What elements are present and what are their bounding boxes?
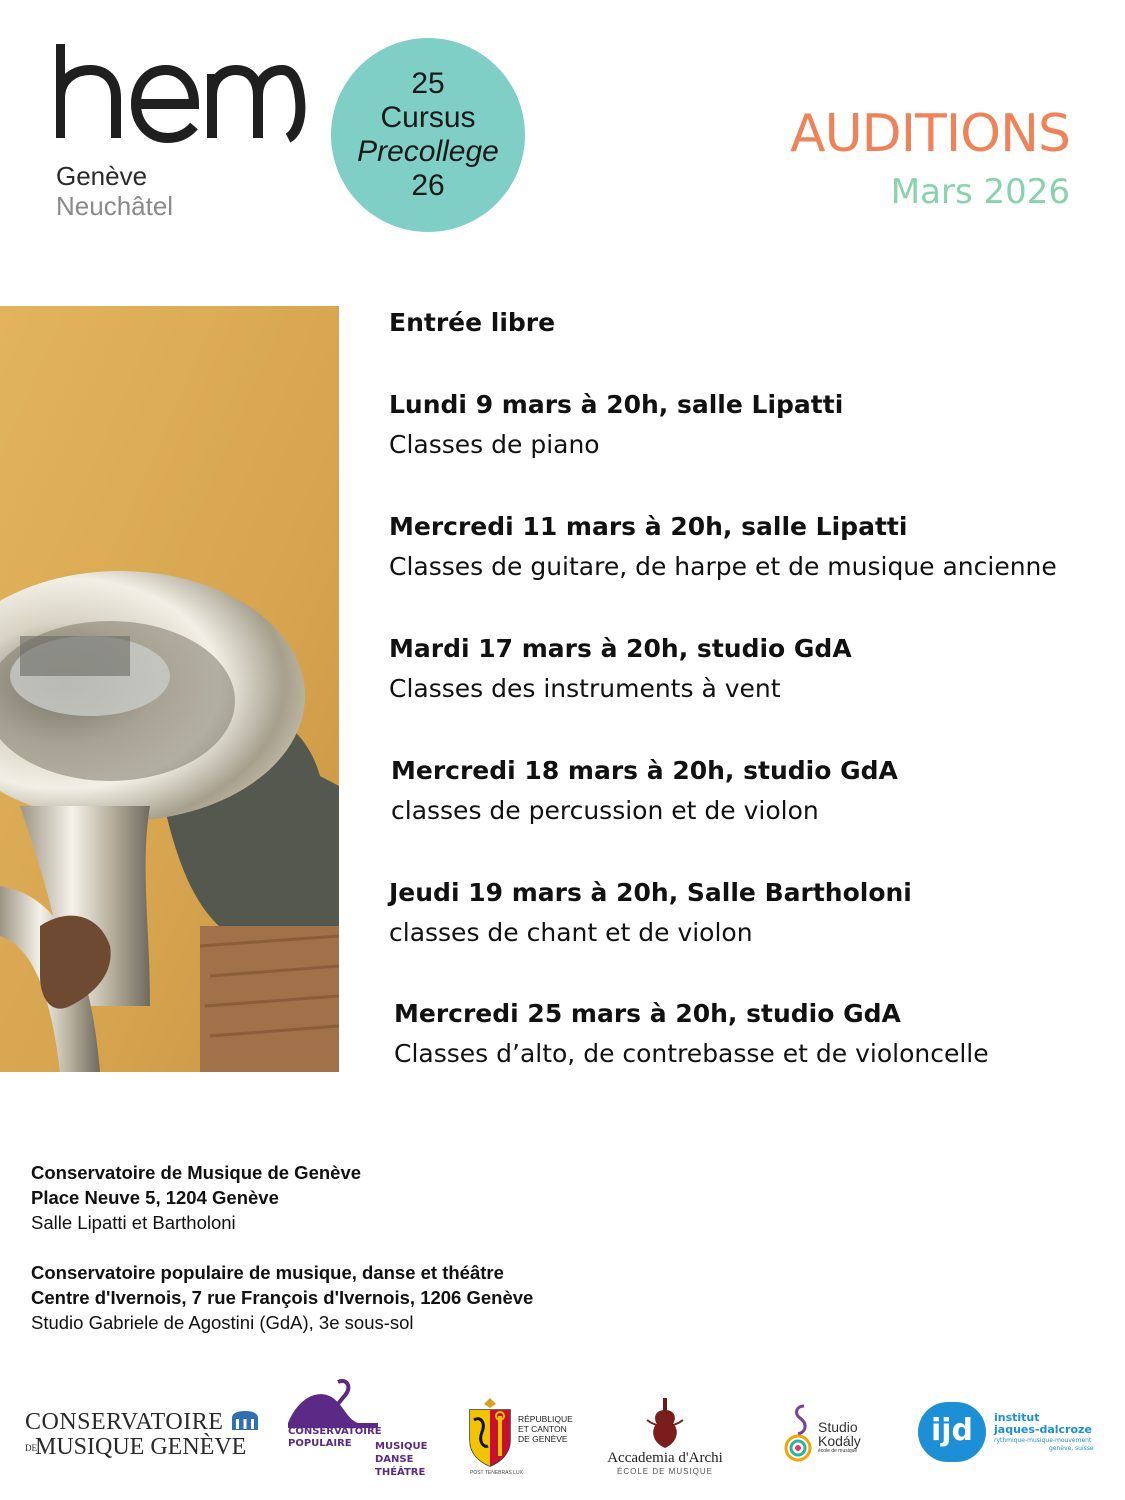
- cpmdt-text-4: DANSE: [375, 1454, 414, 1465]
- ijd-text-3: rythmique-musique-mouvement: [994, 1437, 1092, 1444]
- cpmdt-logo: [288, 1378, 428, 1478]
- cmg-building-icon: [230, 1410, 260, 1432]
- ijd-text-2: jaques-dalcroze: [994, 1423, 1092, 1436]
- geneva-shield-icon: [466, 1398, 514, 1468]
- event-item: [389, 873, 912, 953]
- ijd-text-4: genève, suisse: [1049, 1445, 1094, 1452]
- event-item: [389, 385, 843, 465]
- geneve-logo: [466, 1398, 576, 1480]
- event-title: Mercredi 11 mars à 20h, salle Lipatti: [389, 512, 908, 541]
- accademia-archi-logo: [600, 1398, 730, 1480]
- cursus-badge: [331, 38, 525, 232]
- kodaly-text-3: école de musique: [818, 1448, 858, 1454]
- accademia-sub: ÉCOLE DE MUSIQUE: [616, 1467, 713, 1476]
- geneve-text-3: DE GENÈVE: [518, 1434, 568, 1444]
- page-subtitle: Mars 2026: [890, 172, 1070, 212]
- kodaly-text-2: Kodály: [818, 1433, 861, 1449]
- venue-address: Centre d'Ivernois, 7 rue François d'Ivernois, 1206 Genève: [31, 1287, 534, 1308]
- kodaly-text-1: Studio: [818, 1419, 858, 1435]
- entry-free-label: Entrée libre: [389, 308, 556, 337]
- venue-block: [31, 1160, 361, 1235]
- cpmdt-text-5: THÉÂTRE: [375, 1467, 426, 1478]
- badge-cursus: Cursus: [380, 101, 476, 134]
- page-title: AUDITIONS: [790, 104, 1070, 164]
- venue-address: Place Neuve 5, 1204 Genève: [31, 1187, 279, 1208]
- event-title: Lundi 9 mars à 20h, salle Lipatti: [389, 390, 844, 419]
- geneve-text-2: ET CANTON: [518, 1424, 567, 1434]
- ijd-text-1: institut: [994, 1411, 1040, 1424]
- studio-kodaly-logo: [782, 1402, 872, 1468]
- cmg-line1: CONSERVATOIRE: [25, 1409, 224, 1435]
- kodaly-swirl-icon: [782, 1402, 822, 1466]
- badge-precollege: Precollege: [357, 135, 499, 168]
- cpmdt-treble-icon: [288, 1378, 378, 1428]
- venue-name: Conservatoire populaire de musique, danse et théâtre: [31, 1262, 504, 1283]
- badge-year-end: 26: [411, 169, 445, 202]
- hem-logo: [56, 40, 306, 150]
- event-item: [389, 629, 852, 709]
- event-title: Mercredi 25 mars à 20h, studio GdA: [394, 999, 901, 1028]
- venue-note: Salle Lipatti et Bartholoni: [31, 1212, 236, 1233]
- violin-icon: [645, 1398, 685, 1452]
- event-desc: Classes de piano: [389, 430, 600, 459]
- cpmdt-text-2: POPULAIRE: [288, 1438, 352, 1449]
- cpmdt-text-3: MUSIQUE: [375, 1441, 428, 1452]
- venue-block: [31, 1260, 533, 1335]
- event-title: Mercredi 18 mars à 20h, studio GdA: [391, 756, 898, 785]
- hem-city-geneve: Genève: [56, 161, 148, 191]
- event-item: [389, 507, 1057, 587]
- geneve-motto: POST TENEBRAS LUX: [470, 1470, 523, 1476]
- venue-note: Studio Gabriele de Agostini (GdA), 3e sous-sol: [31, 1312, 414, 1333]
- event-desc: classes de percussion et de violon: [391, 796, 819, 825]
- event-title: Jeudi 19 mars à 20h, Salle Bartholoni: [389, 878, 912, 907]
- event-desc: Classes des instruments à vent: [389, 674, 781, 703]
- tuba-photo: [0, 306, 339, 1072]
- badge-year-start: 25: [411, 67, 445, 100]
- event-item: [391, 751, 898, 831]
- geneve-text-1: RÉPUBLIQUE: [518, 1414, 573, 1424]
- ijd-mark: ijd: [918, 1402, 986, 1462]
- venue-name: Conservatoire de Musique de Genève: [31, 1162, 362, 1183]
- event-item: [394, 994, 989, 1074]
- cmg-logo: [25, 1410, 255, 1465]
- event-desc: Classes d’alto, de contrebasse et de violoncelle: [394, 1039, 989, 1068]
- cmg-de: DE: [25, 1442, 37, 1453]
- cmg-line2: MUSIQUE GENÈVE: [35, 1434, 247, 1460]
- hem-city-neuchatel: Neuchâtel: [56, 191, 174, 221]
- accademia-name: Accademia d'Archi: [607, 1450, 723, 1466]
- event-desc: Classes de guitare, de harpe et de musique ancienne: [389, 552, 1057, 581]
- ijd-logo: [918, 1400, 1098, 1466]
- cpmdt-text-1: CONSERVATOIRE: [288, 1426, 382, 1437]
- event-title: Mardi 17 mars à 20h, studio GdA: [389, 634, 852, 663]
- event-desc: classes de chant et de violon: [389, 918, 753, 947]
